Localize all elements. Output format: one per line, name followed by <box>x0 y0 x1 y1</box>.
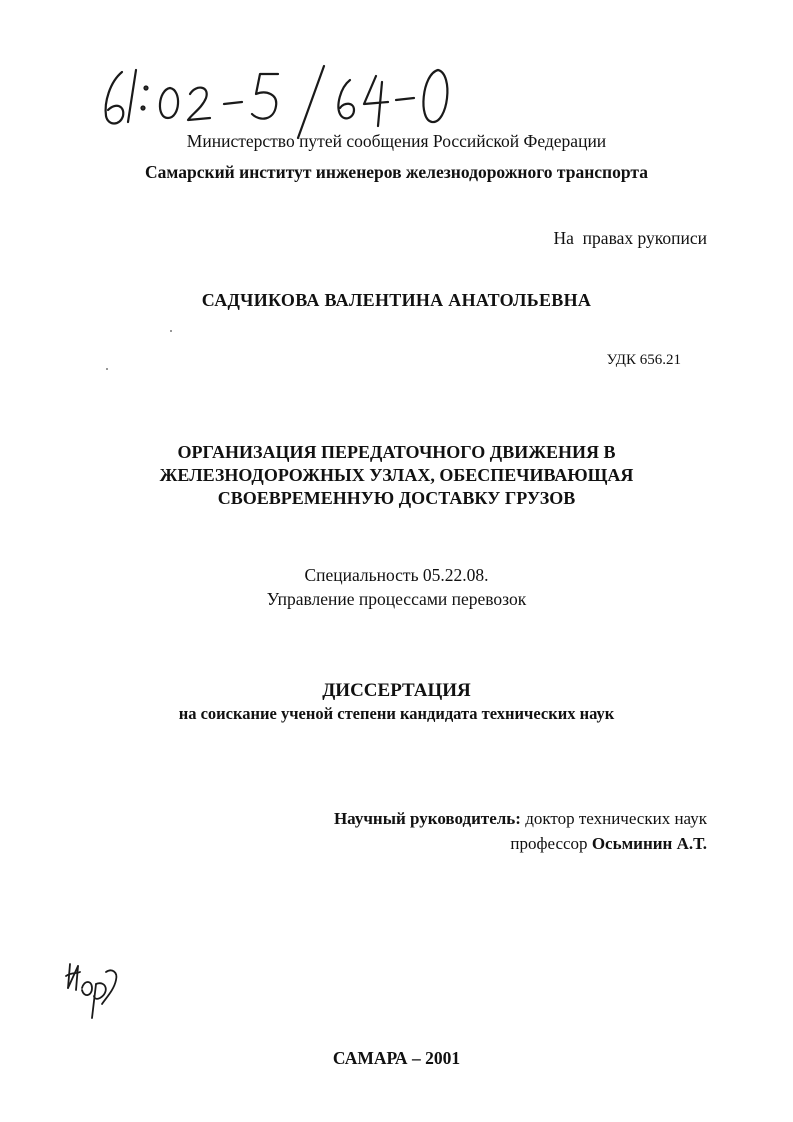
supervisor-block <box>334 806 707 856</box>
handwritten-signature <box>62 958 124 1020</box>
title-line: СВОЕВРЕМЕННУЮ ДОСТАВКУ ГРУЗОВ <box>217 488 576 508</box>
supervisor-degree: доктор технических наук <box>520 809 707 828</box>
title-line: ЖЕЛЕЗНОДОРОЖНЫХ УЗЛАХ, ОБЕСПЕЧИВАЮЩАЯ <box>159 465 634 485</box>
dissertation-heading: ДИССЕРТАЦИЯ <box>322 680 471 701</box>
supervisor-name: Осьминин А.Т. <box>591 834 707 853</box>
title-line: ОРГАНИЗАЦИЯ ПЕРЕДАТОЧНОГО ДВИЖЕНИЯ В <box>177 442 616 462</box>
institute-name: Самарский институт инженеров железнодорожного транспорта <box>145 162 648 182</box>
dissertation-subheading: на соискание ученой степени кандидата технических наук <box>178 704 615 723</box>
specialty-block <box>0 563 793 611</box>
udk-code: УДК 656.21 <box>606 352 681 368</box>
supervisor-line-1 <box>334 806 707 831</box>
author-name: САДЧИКОВА ВАЛЕНТИНА АНАТОЛЬЕВНА <box>201 290 592 310</box>
specialty-code: Специальность 05.22.08. <box>304 565 489 585</box>
specialty-name: Управление процессами перевозок <box>266 589 527 609</box>
supervisor-label: Научный руководитель: <box>333 809 521 828</box>
supervisor-line-2 <box>334 831 707 856</box>
scan-speck <box>106 368 108 370</box>
supervisor-rank: профессор <box>510 834 592 853</box>
scan-speck <box>170 330 172 332</box>
handwritten-archive-number <box>92 60 522 140</box>
ministry-name: Министерство путей сообщения Российской Федерации <box>186 131 607 151</box>
dissertation-title <box>0 441 793 510</box>
city-year: САМАРА – 2001 <box>332 1048 461 1068</box>
manuscript-rights-note: На правах рукописи <box>553 228 707 248</box>
